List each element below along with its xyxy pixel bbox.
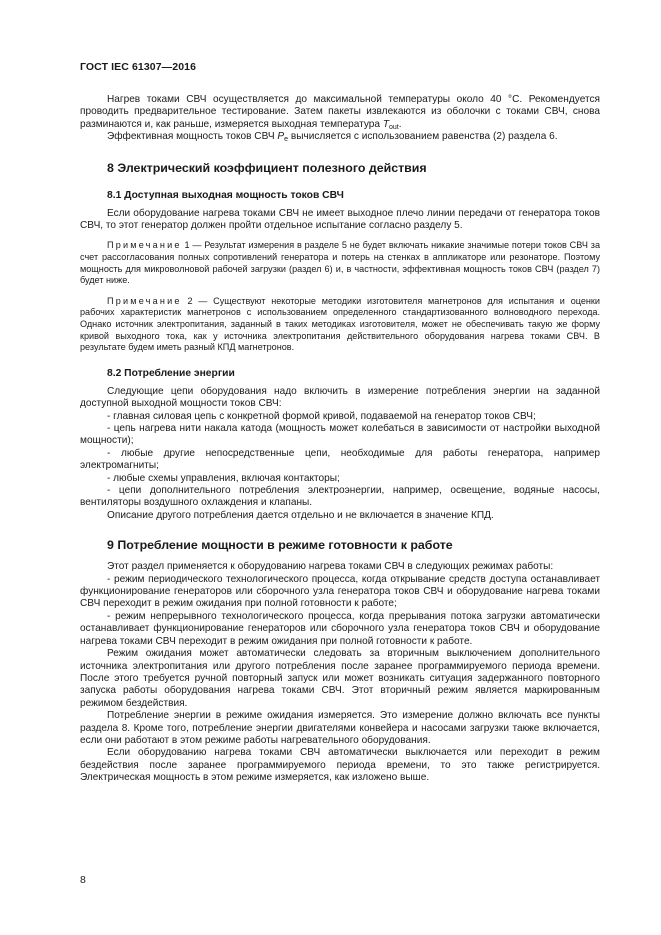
list-item: - главная силовая цепь с конкретной формой кривой, подаваемой на генератор токов СВЧ; [107, 410, 536, 422]
list-item: - любые схемы управления, включая контакторы; [107, 472, 340, 484]
document-header: ГОСТ IEC 61307—2016 [80, 61, 197, 73]
section-8-2-paragraph-2: Описание другого потребления дается отдельно и не включается в значение КПД. [107, 509, 494, 521]
list-item: - любые другие непосредственные цепи, необходимые для работы генератора, например электромагниты; [80, 447, 600, 472]
section-9-paragraph-1: Этот раздел применяется к оборудованию нагрева токами СВЧ в следующих режимах работы: [107, 561, 554, 573]
section-8-2-heading: 8.2 Потребление энергии [107, 367, 235, 379]
list-item: - цепь нагрева нити накала катода (мощность может колебаться в зависимости от настройки выходной мощности); [80, 423, 600, 447]
symbol-t: T [382, 118, 389, 130]
note-label: Примечание [107, 295, 182, 306]
section-9-paragraph-3: Потребление энергии в режиме ожидания измеряется. Это измерение должно включать все пункты раздела 8. Кроме того, потребление энергии двигателями конвейера и насосами загрузки также включается, если они работают в этом режиме работы нагревательного оборудования. [80, 710, 600, 746]
symbol-p: P [277, 131, 285, 143]
intro-paragraph-1: Нагрев токами СВЧ осуществляется до максимальной температуры около 40 °C. Рекомендуется проводить предварительное тестирование. Затем пакеты извлекаются из оболочки с токами СВЧ, снова разминаются и, как раньше, измеряется выходная температура $T_{out}$. [80, 94, 600, 131]
section-8-1-paragraph: Если оборудование нагрева токами СВЧ не имеет выходное плечо линии передачи от генератора токов СВЧ, то этот генератор должен пройти отдельное испытание согласно разделу 5. [80, 207, 600, 232]
note-1: Примечание 1 — Результат измерения в разделе 5 не будет включать никакие значимые потери токов СВЧ за счет рассогласования полных сопротивлений генератора и потерь на стенках в аппликаторе или резонаторе. Поэтому мощность для микроволновой рабочей загрузки (раздел 6) и, в частности, эффективная мощность токов СВЧ (раздел 7) будет ниже. [80, 240, 600, 286]
page-content [80, 94, 600, 785]
intro-paragraph-2: Эффективная мощность токов СВЧ $P_e$ вычисляется с использованием равенства (2) раздела 6. [107, 131, 558, 144]
symbol-p-subscript: e [284, 136, 289, 144]
note-label: Примечание [107, 240, 182, 251]
section-9-heading: 9 Потребление мощности в режиме готовности к работе [107, 538, 453, 553]
list-item: - цепи дополнительного потребления электроэнергии, например, освещение, водяные насосы, вентиляторы воздушного охлаждения и клапаны. [80, 485, 600, 509]
symbol-t-subscript: out [388, 123, 399, 131]
list-item: - режим непрерывного технологического процесса, когда прерывания потока загрузки автоматически останавливает функционирование генераторов или сборочного узла генератора токов СВЧ и оборудование нагрева токами СВЧ переходит в режим ожидания при полной готовности к работе. [80, 610, 600, 647]
section-8-2-paragraph-1: Следующие цепи оборудования надо включить в измерение потребления энергии на заданной доступной выходной мощности токов СВЧ: [80, 385, 600, 410]
section-8-heading: 8 Электрический коэффициент полезного действия [107, 160, 427, 175]
page-number: 8 [80, 874, 86, 886]
section-9-paragraph-4: Если оборудованию нагрева токами СВЧ автоматически выключается или переходит в режим бездействия после заранее программируемого периода времени, то это также регистрируется. Электрическая мощность в этом режиме измеряется, как изложено выше. [80, 747, 600, 784]
section-9-paragraph-2: Режим ожидания может автоматически следовать за вторичным выключением дополнительного источника электропитания или другого потребления после заранее программируемого периода времени. После этого требуется ручной повторный запуск или может возникать ситуация задержанного повторного запуска работы оборудования нагрева токами СВЧ. Этот вторичный режим является маркированным режимом бездействия. [80, 648, 600, 709]
note-2: Примечание 2 — Существуют некоторые методики изготовителя магнетронов для испытания и оценки рабочих характеристик магнетронов с использованием определенного стандартизованного волноводного перехода. Однако источник электропитания, заданный в таких методиках изготовителя, может не обеспечивать такую же форму кривой выходного тока, как у источника электропитания действительного оборудования нагрева токами СВЧ. В результате будем иметь разный КПД магнетронов. [80, 295, 600, 353]
section-8-1-heading: 8.1 Доступная выходная мощность токов СВЧ [107, 189, 344, 201]
list-item: - режим периодического технологического процесса, когда открывание средств доступа останавливает функционирование генераторов или сборочного узла генератора токов СВЧ и оборудование нагрева токами СВЧ переходит в режим ожидания при полной готовности к работе; [80, 573, 600, 610]
